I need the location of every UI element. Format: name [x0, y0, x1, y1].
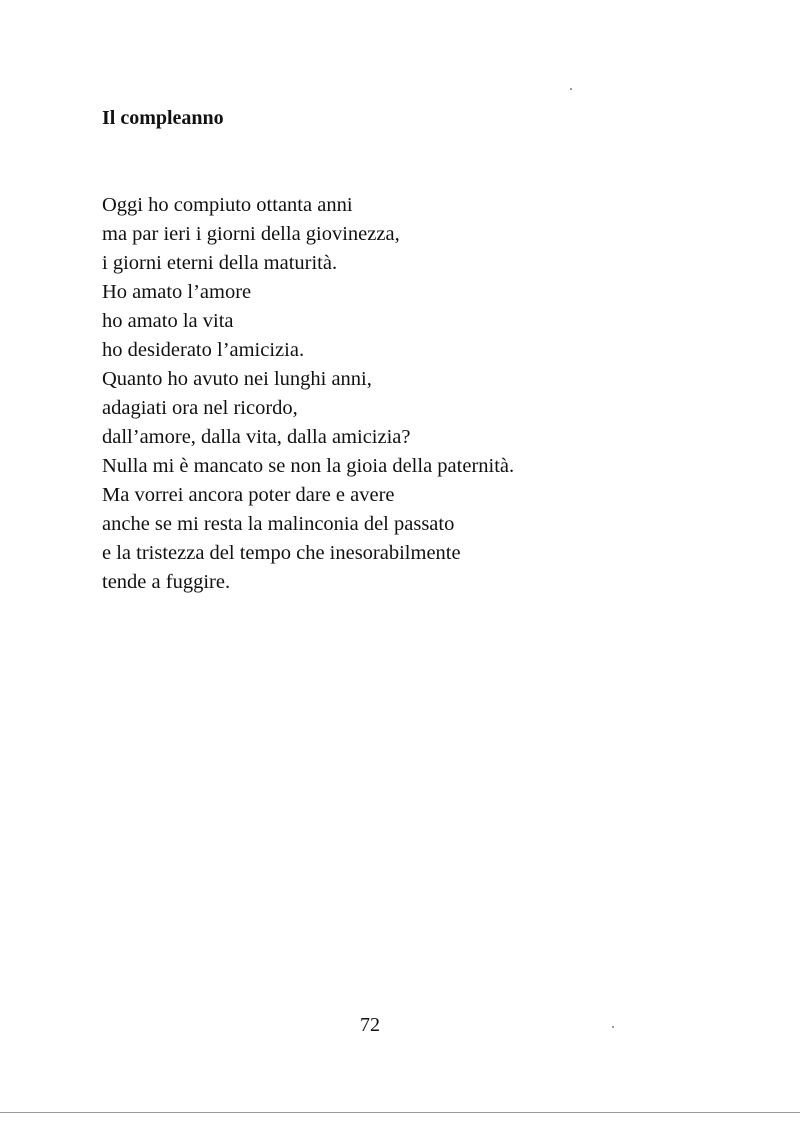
poem-line: Quanto ho avuto nei lunghi anni,: [102, 368, 372, 390]
poem-line: dall’amore, dalla vita, dalla amicizia?: [102, 426, 411, 448]
poem-line: anche se mi resta la malinconia del passato: [102, 513, 455, 535]
poem-line: tende a fuggire.: [102, 571, 231, 593]
poem-line: Ma vorrei ancora poter dare e avere: [102, 484, 395, 506]
poem-line: e la tristezza del tempo che inesorabilmente: [102, 542, 461, 564]
scan-edge-line: [0, 1112, 800, 1113]
poem-line: ma par ieri i giorni della giovinezza,: [102, 223, 400, 245]
poem-line: Ho amato l’amore: [102, 281, 252, 303]
poem-body: [102, 191, 514, 597]
scan-speck: [570, 88, 572, 90]
poem-line: ho desiderato l’amicizia.: [102, 339, 305, 361]
poem-title: Il compleanno: [102, 107, 224, 129]
poem-line: Oggi ho compiuto ottanta anni: [102, 194, 353, 216]
poem-line: adagiati ora nel ricordo,: [102, 397, 298, 419]
poem-line: i giorni eterni della maturità.: [102, 252, 338, 274]
page-number: 72: [360, 1014, 380, 1036]
poem-line: ho amato la vita: [102, 310, 234, 332]
scan-speck: [612, 1026, 614, 1028]
poem-line: Nulla mi è mancato se non la gioia della paternità.: [102, 455, 515, 477]
